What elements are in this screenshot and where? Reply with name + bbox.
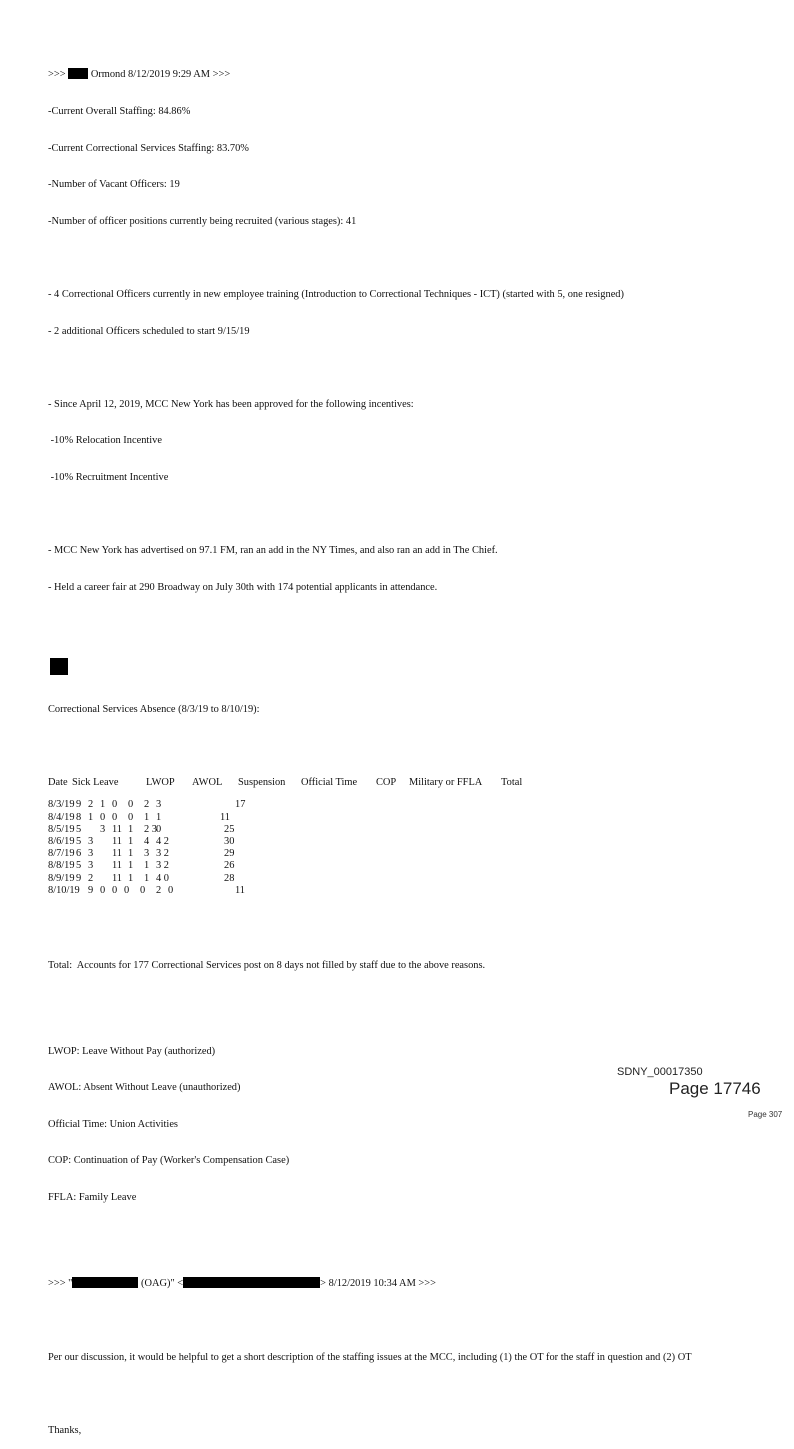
table-cell: 11 — [112, 860, 123, 872]
table-cell: 25 — [224, 823, 235, 835]
table-cell: 2 3 — [144, 823, 157, 835]
table-cell: 3 2 — [156, 860, 169, 872]
page-number-small: Page 307 — [748, 1110, 783, 1119]
table-cell: 3 — [88, 860, 94, 872]
stat-line: -Current Overall Staffing: 84.86% — [48, 106, 191, 118]
table-cell: 3 — [88, 836, 94, 848]
table-cell: 8/10/19 — [48, 884, 80, 896]
outreach-line: - Held a career fair at 290 Broadway on July 30th with 174 potential applicants in attendance. — [48, 581, 438, 593]
table-cell: 11 — [112, 823, 123, 835]
table-cell: 3 — [144, 848, 150, 860]
table-header-cell: Sick Leave — [72, 777, 119, 789]
table-cell: 5 — [76, 823, 82, 835]
training-line: - 4 Correctional Officers currently in new employee training (Introduction to Correctional Techniques - ICT) (started with 5, one resigned) — [48, 289, 624, 301]
table-header-cell: Date — [48, 777, 68, 789]
table-header-cell: COP — [376, 777, 397, 789]
redaction-block — [72, 1277, 138, 1288]
table-cell: 1 — [144, 811, 150, 823]
incentive-line: -10% Relocation Incentive — [48, 435, 162, 447]
table-cell: 0 — [128, 799, 134, 811]
message-body: Per our discussion, it would be helpful to get a short description of the staffing issues at the MCC, including (1) the OT for the staff in question and (2) OT — [48, 1351, 692, 1363]
table-cell: 0 — [140, 884, 146, 896]
header-prefix: >>> — [48, 69, 66, 81]
table-cell: 1 — [128, 872, 134, 884]
table-cell: 2 — [156, 884, 162, 896]
training-line: - 2 additional Officers scheduled to start 9/15/19 — [48, 325, 250, 337]
stat-line: -Number of officer positions currently being recruited (various stages): 41 — [48, 215, 357, 227]
table-header-cell: Total — [501, 777, 523, 789]
table-cell: 1 — [88, 811, 94, 823]
table-cell: 1 — [128, 836, 134, 848]
table-cell: 28 — [224, 872, 235, 884]
table-cell: 17 — [235, 799, 246, 811]
table-cell: 11 — [112, 872, 123, 884]
table-cell: 0 — [112, 799, 118, 811]
table-cell: 3 — [100, 823, 106, 835]
table-cell: 1 — [128, 860, 134, 872]
table-cell: 8/7/19 — [48, 848, 75, 860]
table-cell: 4 2 — [156, 836, 169, 848]
table-cell: 9 — [76, 872, 82, 884]
table-cell: 9 — [76, 799, 82, 811]
table-cell: 5 — [76, 860, 82, 872]
table-cell: 0 — [156, 823, 162, 835]
table-cell: 11 — [235, 884, 246, 896]
table-cell: 8/8/19 — [48, 860, 75, 872]
table-cell: 11 — [112, 848, 123, 860]
outreach-line: - MCC New York has advertised on 97.1 FM, ran an add in the NY Times, and also ran an add in The Chief. — [48, 545, 498, 557]
table-cell: 4 — [144, 836, 150, 848]
table-cell: 11 — [112, 836, 123, 848]
table-cell: 9 — [88, 884, 94, 896]
table-cell: 8/9/19 — [48, 872, 75, 884]
table-cell: 6 — [76, 848, 82, 860]
table-cell: 26 — [224, 860, 235, 872]
table-header-cell: Suspension — [238, 777, 286, 789]
table-cell: 0 — [100, 884, 106, 896]
table-cell: 2 — [144, 799, 150, 811]
incentive-line: -10% Recruitment Incentive — [48, 472, 169, 484]
table-cell: 29 — [224, 848, 235, 860]
page-label: Page 17746 — [669, 1079, 761, 1098]
header-sender: Ormond 8/12/2019 9:29 AM >>> — [90, 69, 231, 81]
definition-line: Official Time: Union Activities — [48, 1118, 178, 1130]
table-cell: 8 — [76, 811, 82, 823]
redaction-block — [68, 68, 88, 79]
redaction-block — [50, 658, 68, 675]
header-timestamp: > 8/12/2019 10:34 AM >>> — [320, 1278, 436, 1290]
incentive-line: - Since April 12, 2019, MCC New York has been approved for the following incentives: — [48, 398, 414, 410]
email-document — [48, 44, 794, 1449]
signoff: Thanks, — [48, 1424, 82, 1436]
table-cell: 0 — [128, 811, 134, 823]
table-cell: 3 — [156, 799, 162, 811]
definition-line: FFLA: Family Leave — [48, 1191, 137, 1203]
total-summary: Total: Accounts for 177 Correctional Services post on 8 days not filled by staff due to the above reasons. — [48, 960, 486, 972]
table-cell: 4 0 — [156, 872, 169, 884]
definition-line: COP: Continuation of Pay (Worker's Compensation Case) — [48, 1155, 290, 1167]
table-cell: 1 — [156, 811, 162, 823]
email-header-2 — [48, 1277, 794, 1290]
absence-table — [48, 777, 794, 899]
table-cell: 2 — [88, 872, 94, 884]
table-cell: 8/4/19 — [48, 811, 75, 823]
header-org: (OAG)" < — [141, 1278, 184, 1290]
stat-line: -Number of Vacant Officers: 19 — [48, 179, 180, 191]
table-cell: 11 — [220, 811, 231, 823]
table-header-cell: Official Time — [301, 777, 358, 789]
table-cell: 2 — [88, 799, 94, 811]
table-cell: 30 — [224, 836, 235, 848]
table-header-cell: AWOL — [192, 777, 223, 789]
table-cell: 5 — [76, 836, 82, 848]
table-cell: 0 — [112, 811, 118, 823]
table-cell: 0 — [112, 884, 118, 896]
bates-number: SDNY_00017350 — [617, 1066, 703, 1078]
table-cell: 8/3/19 — [48, 799, 75, 811]
table-cell: 1 — [100, 799, 106, 811]
table-cell: 0 — [100, 811, 106, 823]
table-cell: 0 — [124, 884, 130, 896]
definition-line: LWOP: Leave Without Pay (authorized) — [48, 1045, 216, 1057]
absence-title: Correctional Services Absence (8/3/19 to 8/10/19): — [48, 703, 260, 715]
table-cell: 3 — [88, 848, 94, 860]
header-prefix: >>> " — [48, 1278, 73, 1290]
table-cell: 1 — [144, 872, 150, 884]
table-cell: 8/5/19 — [48, 823, 75, 835]
table-cell: 0 — [168, 884, 174, 896]
table-header-cell: LWOP — [146, 777, 175, 789]
table-cell: 1 — [128, 823, 134, 835]
table-header-cell: Military or FFLA — [409, 777, 483, 789]
table-cell: 1 — [144, 860, 150, 872]
table-cell: 8/6/19 — [48, 836, 75, 848]
table-cell: 1 — [128, 848, 134, 860]
redaction-block — [183, 1277, 320, 1288]
definition-line: AWOL: Absent Without Leave (unauthorized) — [48, 1082, 241, 1094]
email-header-1 — [48, 68, 794, 81]
table-cell: 3 2 — [156, 848, 169, 860]
stat-line: -Current Correctional Services Staffing: 83.70% — [48, 142, 249, 154]
